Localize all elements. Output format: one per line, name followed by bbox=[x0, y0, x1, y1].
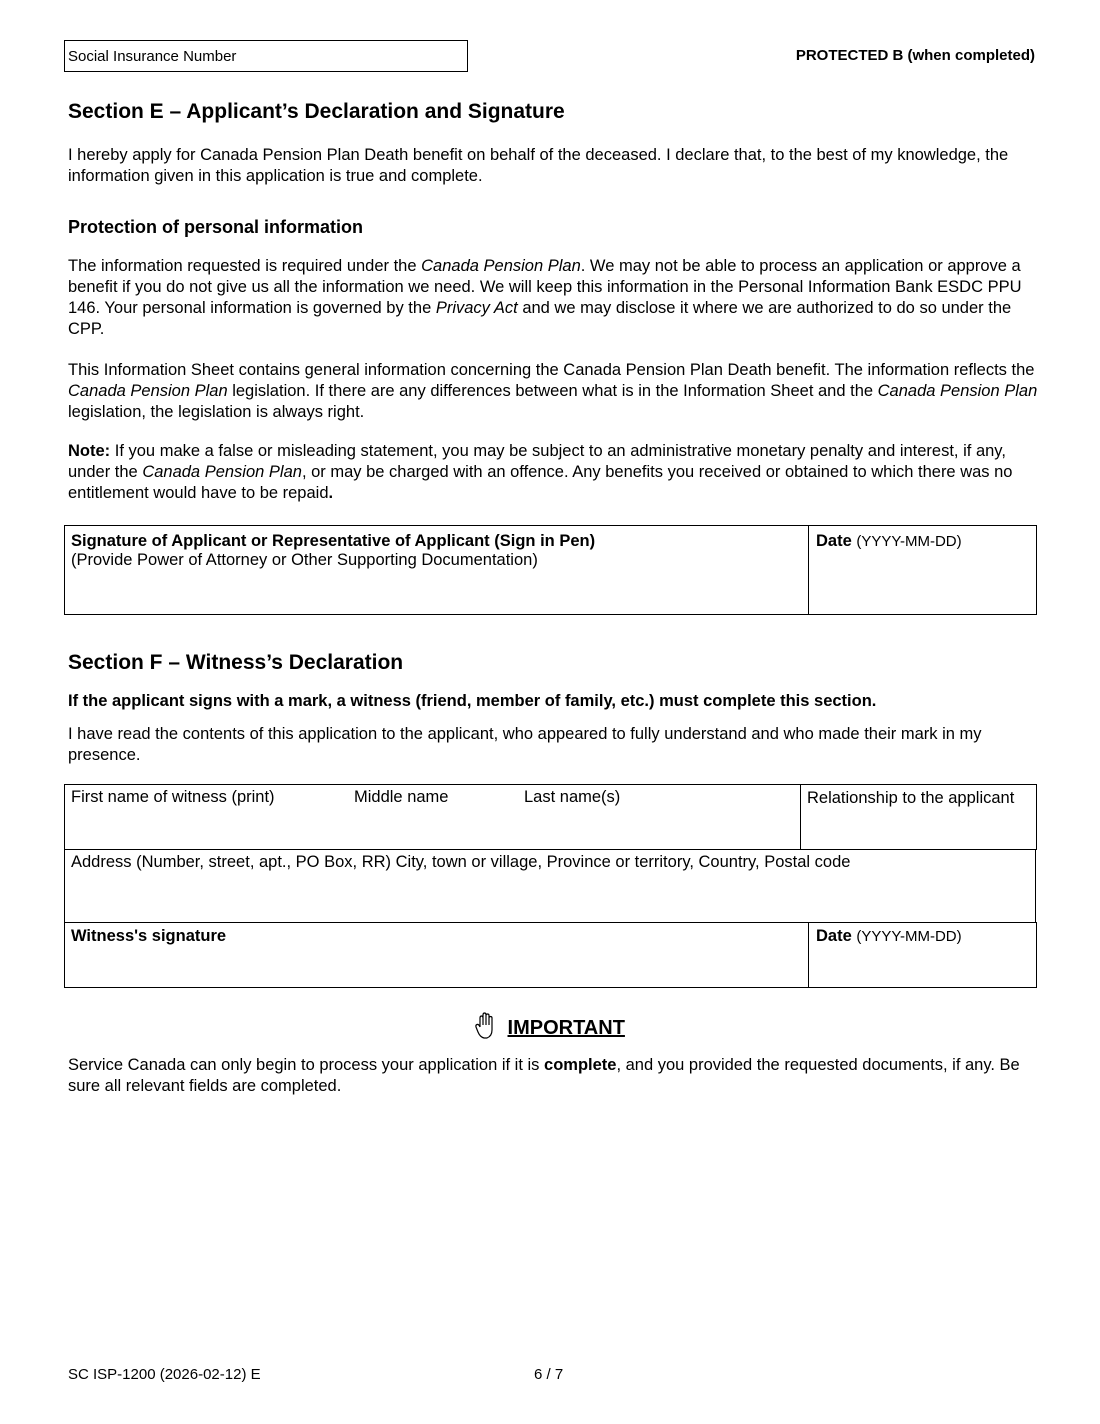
middle-name-label: Middle name bbox=[354, 788, 449, 806]
witness-signature-table bbox=[64, 922, 1037, 988]
protected-notice: PROTECTED B (when completed) bbox=[795, 47, 1035, 64]
applicant-date-field[interactable] bbox=[809, 526, 1037, 615]
relationship-label: Relationship to the applicant bbox=[807, 789, 1015, 807]
witness-date-format: (YYYY-MM-DD) bbox=[856, 928, 962, 945]
applicant-signature-table bbox=[64, 525, 1037, 615]
witness-date-field[interactable] bbox=[809, 923, 1037, 988]
witness-signature-field[interactable] bbox=[65, 923, 809, 988]
sin-field[interactable] bbox=[64, 40, 468, 72]
witness-address-field[interactable] bbox=[65, 850, 1036, 923]
first-name-label: First name of witness (print) bbox=[71, 788, 275, 806]
witness-statement: I have read the contents of this application to the applicant, who appeared to fully understand and who made their mark in my presence. bbox=[68, 725, 982, 764]
witness-name-field[interactable] bbox=[65, 785, 801, 850]
witness-date-label: Date bbox=[816, 927, 852, 945]
address-label: Address (Number, street, apt., PO Box, RR) City, town or village, Province or territory, Country, Postal code bbox=[71, 853, 851, 871]
witness-address-table bbox=[64, 849, 1036, 923]
section-f-title: Section F – Witness’s Declaration bbox=[68, 651, 404, 674]
signature-label: Signature of Applicant or Representative of Applicant (Sign in Pen) bbox=[71, 532, 596, 550]
important-text: Service Canada can only begin to process your application if it is complete, and you provided the requested documents, if any. Be sure all relevant fields are completed. bbox=[68, 1056, 1020, 1095]
witness-instruction: If the applicant signs with a mark, a witness (friend, member of family, etc.) must complete this section. bbox=[68, 692, 877, 710]
date-label: Date bbox=[816, 532, 852, 550]
note-paragraph: Note: If you make a false or misleading statement, you may be subject to an administrative monetary penalty and interest, if any, under the Canada Pension Plan, or may be charged with an offence. Any benefits you received or obtained to which there was no entitlement would have to be repaid. bbox=[68, 442, 1013, 502]
important-title: IMPORTANT bbox=[507, 1017, 625, 1039]
witness-signature-label: Witness's signature bbox=[71, 927, 227, 945]
section-e-title: Section E – Applicant’s Declaration and Signature bbox=[68, 100, 565, 123]
protection-paragraph: The information requested is required under the Canada Pension Plan. We may not be able to process an application or approve a benefit if you do not give us all the information we need. We will keep this information in the Personal Information Bank ESDC PPU 146. Your personal information is governed by the Privacy Act and we may disclose it where we are authorized to do so under the CPP. bbox=[68, 257, 1022, 338]
hand-stop-icon bbox=[475, 1012, 497, 1045]
date-format: (YYYY-MM-DD) bbox=[856, 533, 962, 550]
signature-note: (Provide Power of Attorney or Other Supporting Documentation) bbox=[71, 551, 538, 569]
relationship-field[interactable] bbox=[801, 785, 1037, 850]
sin-label: Social Insurance Number bbox=[68, 48, 237, 65]
declaration-text: I hereby apply for Canada Pension Plan Death benefit on behalf of the deceased. I declare that, to the best of my knowledge, the information given in this application is true and complete. bbox=[68, 146, 1009, 185]
protection-title: Protection of personal information bbox=[68, 217, 364, 237]
page-number: 6 / 7 bbox=[534, 1366, 564, 1383]
important-heading bbox=[0, 1012, 1100, 1045]
applicant-signature-field[interactable] bbox=[65, 526, 809, 615]
form-id: SC ISP-1200 (2026-02-12) E bbox=[68, 1366, 261, 1383]
info-sheet-paragraph: This Information Sheet contains general information concerning the Canada Pension Plan Death benefit. The information reflects the Canada Pension Plan legislation. If there are any differences between what is in the Information Sheet and the Canada Pension Plan legislation, the legislation is always right. bbox=[68, 361, 1038, 421]
witness-name-table bbox=[64, 784, 1037, 850]
last-name-label: Last name(s) bbox=[524, 788, 621, 806]
